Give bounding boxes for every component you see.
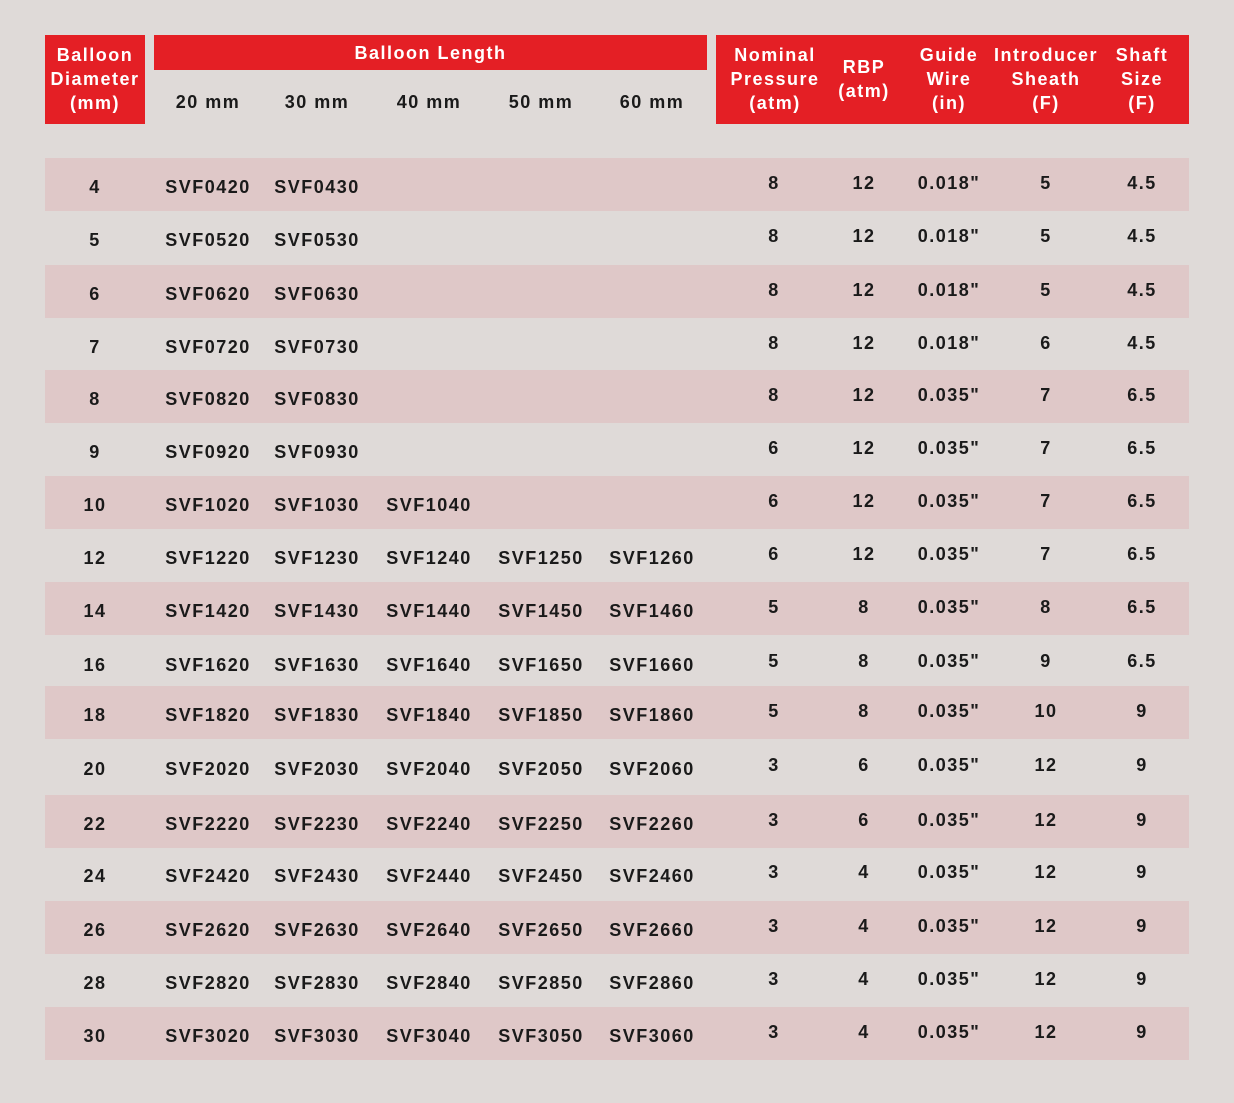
product-code-cell: SVF0820 bbox=[165, 389, 251, 409]
header-introducer-line-2: Sheath bbox=[1011, 69, 1081, 89]
product-code-cell: SVF1650 bbox=[498, 655, 584, 675]
product-code-cell: SVF1630 bbox=[274, 655, 360, 675]
diameter-cell: 9 bbox=[89, 442, 101, 462]
rbp-cell: 4 bbox=[858, 969, 870, 989]
header-guide-line-3: (in) bbox=[932, 93, 966, 113]
rbp-cell: 12 bbox=[852, 491, 876, 511]
shaft-cell: 6.5 bbox=[1127, 385, 1157, 405]
introducer-cell: 6 bbox=[1040, 333, 1052, 353]
nominal-cell: 3 bbox=[768, 1022, 780, 1042]
product-code-cell: SVF1620 bbox=[165, 655, 251, 675]
rbp-cell: 12 bbox=[852, 333, 876, 353]
rbp-cell: 12 bbox=[852, 544, 876, 564]
diameter-cell: 26 bbox=[83, 920, 107, 940]
product-code-cell: SVF1040 bbox=[386, 495, 472, 515]
guide-cell: 0.035" bbox=[917, 1022, 981, 1042]
introducer-cell: 12 bbox=[1034, 755, 1058, 775]
introducer-cell: 7 bbox=[1040, 438, 1052, 458]
product-code-cell: SVF1450 bbox=[498, 601, 584, 621]
diameter-cell: 14 bbox=[83, 601, 107, 621]
table-row bbox=[45, 901, 1189, 954]
table-row bbox=[45, 795, 1189, 848]
guide-cell: 0.035" bbox=[917, 491, 981, 511]
rbp-cell: 12 bbox=[852, 280, 876, 300]
nominal-cell: 8 bbox=[768, 333, 780, 353]
guide-cell: 0.035" bbox=[917, 438, 981, 458]
diameter-cell: 16 bbox=[83, 655, 107, 675]
header-nominal-pressure bbox=[716, 43, 834, 115]
diameter-cell: 10 bbox=[83, 495, 107, 515]
product-code-cell: SVF1230 bbox=[274, 548, 360, 568]
product-code-cell: SVF0520 bbox=[165, 230, 251, 250]
header-diameter-line-1: Balloon bbox=[56, 45, 134, 65]
nominal-cell: 5 bbox=[768, 701, 780, 721]
header-length-20: 20 mm bbox=[175, 92, 241, 112]
header-rbp-line-2: (atm) bbox=[838, 81, 890, 101]
diameter-cell: 22 bbox=[83, 814, 107, 834]
product-code-cell: SVF0420 bbox=[165, 177, 251, 197]
shaft-cell: 9 bbox=[1136, 1022, 1148, 1042]
nominal-cell: 8 bbox=[768, 280, 780, 300]
rbp-cell: 6 bbox=[858, 810, 870, 830]
introducer-cell: 7 bbox=[1040, 385, 1052, 405]
diameter-cell: 6 bbox=[89, 284, 101, 304]
nominal-cell: 6 bbox=[768, 544, 780, 564]
product-code-cell: SVF1250 bbox=[498, 548, 584, 568]
product-code-cell: SVF1220 bbox=[165, 548, 251, 568]
shaft-cell: 9 bbox=[1136, 810, 1148, 830]
nominal-cell: 3 bbox=[768, 862, 780, 882]
guide-cell: 0.035" bbox=[917, 385, 981, 405]
guide-cell: 0.018" bbox=[917, 280, 981, 300]
product-code-cell: SVF1460 bbox=[609, 601, 695, 621]
nominal-cell: 6 bbox=[768, 491, 780, 511]
diameter-cell: 7 bbox=[89, 337, 101, 357]
table-row bbox=[45, 636, 1189, 689]
product-code-cell: SVF3040 bbox=[386, 1026, 472, 1046]
introducer-cell: 12 bbox=[1034, 862, 1058, 882]
table-row bbox=[45, 423, 1189, 476]
header-guide-line-1: Guide bbox=[919, 45, 979, 65]
introducer-cell: 8 bbox=[1040, 597, 1052, 617]
introducer-cell: 12 bbox=[1034, 810, 1058, 830]
product-code-cell: SVF2420 bbox=[165, 866, 251, 886]
table-row bbox=[45, 582, 1189, 635]
table-row bbox=[45, 686, 1189, 739]
product-code-cell: SVF2040 bbox=[386, 759, 472, 779]
rbp-cell: 12 bbox=[852, 226, 876, 246]
diameter-cell: 8 bbox=[89, 389, 101, 409]
rbp-cell: 4 bbox=[858, 862, 870, 882]
shaft-cell: 9 bbox=[1136, 969, 1148, 989]
product-code-cell: SVF2230 bbox=[274, 814, 360, 834]
guide-cell: 0.035" bbox=[917, 651, 981, 671]
header-diameter-line-2: Diameter bbox=[50, 69, 140, 89]
product-code-cell: SVF2450 bbox=[498, 866, 584, 886]
header-balloon-diameter bbox=[45, 35, 145, 124]
introducer-cell: 5 bbox=[1040, 173, 1052, 193]
product-code-cell: SVF1030 bbox=[274, 495, 360, 515]
nominal-cell: 3 bbox=[768, 969, 780, 989]
guide-cell: 0.035" bbox=[917, 544, 981, 564]
table-row bbox=[45, 529, 1189, 582]
table-row bbox=[45, 1007, 1189, 1060]
product-code-cell: SVF2440 bbox=[386, 866, 472, 886]
product-code-cell: SVF0620 bbox=[165, 284, 251, 304]
product-code-cell: SVF1850 bbox=[498, 705, 584, 725]
introducer-cell: 12 bbox=[1034, 1022, 1058, 1042]
product-code-cell: SVF2460 bbox=[609, 866, 695, 886]
product-code-cell: SVF2840 bbox=[386, 973, 472, 993]
diameter-cell: 24 bbox=[83, 866, 107, 886]
product-code-cell: SVF2260 bbox=[609, 814, 695, 834]
header-introducer-line-3: (F) bbox=[1032, 93, 1060, 113]
rbp-cell: 12 bbox=[852, 173, 876, 193]
product-code-cell: SVF2630 bbox=[274, 920, 360, 940]
header-introducer-line-1: Introducer bbox=[994, 45, 1099, 65]
table-row bbox=[45, 158, 1189, 211]
product-code-cell: SVF2030 bbox=[274, 759, 360, 779]
shaft-cell: 9 bbox=[1136, 916, 1148, 936]
shaft-cell: 6.5 bbox=[1127, 544, 1157, 564]
guide-cell: 0.035" bbox=[917, 597, 981, 617]
shaft-cell: 6.5 bbox=[1127, 597, 1157, 617]
rbp-cell: 8 bbox=[858, 701, 870, 721]
product-code-cell: SVF3020 bbox=[165, 1026, 251, 1046]
rbp-cell: 12 bbox=[852, 385, 876, 405]
introducer-cell: 5 bbox=[1040, 226, 1052, 246]
diameter-cell: 20 bbox=[83, 759, 107, 779]
table-row bbox=[45, 740, 1189, 793]
product-code-cell: SVF0720 bbox=[165, 337, 251, 357]
header-diameter-line-3: (mm) bbox=[70, 93, 120, 113]
product-code-cell: SVF1820 bbox=[165, 705, 251, 725]
header-introducer-sheath bbox=[994, 43, 1098, 115]
header-rbp bbox=[834, 55, 894, 103]
diameter-cell: 18 bbox=[83, 705, 107, 725]
nominal-cell: 5 bbox=[768, 597, 780, 617]
nominal-cell: 3 bbox=[768, 755, 780, 775]
guide-cell: 0.035" bbox=[917, 810, 981, 830]
product-code-cell: SVF1860 bbox=[609, 705, 695, 725]
product-code-cell: SVF2220 bbox=[165, 814, 251, 834]
guide-cell: 0.035" bbox=[917, 701, 981, 721]
nominal-cell: 3 bbox=[768, 810, 780, 830]
product-code-cell: SVF3050 bbox=[498, 1026, 584, 1046]
shaft-cell: 9 bbox=[1136, 862, 1148, 882]
product-code-cell: SVF1020 bbox=[165, 495, 251, 515]
header-nominal-line-1: Nominal bbox=[734, 45, 816, 65]
header-shaft-line-2: Size bbox=[1120, 69, 1164, 89]
header-specifications bbox=[716, 35, 1189, 124]
header-length-60: 60 mm bbox=[619, 92, 685, 112]
rbp-cell: 6 bbox=[858, 755, 870, 775]
rbp-cell: 12 bbox=[852, 438, 876, 458]
nominal-cell: 8 bbox=[768, 385, 780, 405]
product-code-cell: SVF2060 bbox=[609, 759, 695, 779]
table-row bbox=[45, 318, 1189, 371]
product-code-cell: SVF2620 bbox=[165, 920, 251, 940]
product-code-cell: SVF2250 bbox=[498, 814, 584, 834]
guide-cell: 0.018" bbox=[917, 226, 981, 246]
introducer-cell: 12 bbox=[1034, 916, 1058, 936]
table-row bbox=[45, 265, 1189, 318]
product-code-cell: SVF2240 bbox=[386, 814, 472, 834]
diameter-cell: 30 bbox=[83, 1026, 107, 1046]
guide-cell: 0.035" bbox=[917, 862, 981, 882]
rbp-cell: 8 bbox=[858, 651, 870, 671]
header-length-50: 50 mm bbox=[508, 92, 574, 112]
header-nominal-line-3: (atm) bbox=[749, 93, 801, 113]
header-length-30: 30 mm bbox=[284, 92, 350, 112]
shaft-cell: 4.5 bbox=[1127, 173, 1157, 193]
nominal-cell: 6 bbox=[768, 438, 780, 458]
rbp-cell: 8 bbox=[858, 597, 870, 617]
product-code-cell: SVF2430 bbox=[274, 866, 360, 886]
shaft-cell: 9 bbox=[1136, 755, 1148, 775]
rbp-cell: 4 bbox=[858, 916, 870, 936]
product-code-cell: SVF2830 bbox=[274, 973, 360, 993]
product-code-cell: SVF1260 bbox=[609, 548, 695, 568]
shaft-cell: 6.5 bbox=[1127, 651, 1157, 671]
product-code-cell: SVF3060 bbox=[609, 1026, 695, 1046]
header-shaft-line-1: Shaft bbox=[1115, 45, 1169, 65]
product-code-cell: SVF2820 bbox=[165, 973, 251, 993]
header-rbp-line-1: RBP bbox=[842, 57, 886, 77]
guide-cell: 0.018" bbox=[917, 173, 981, 193]
product-code-cell: SVF0730 bbox=[274, 337, 360, 357]
introducer-cell: 12 bbox=[1034, 969, 1058, 989]
product-code-cell: SVF3030 bbox=[274, 1026, 360, 1046]
header-shaft-size bbox=[1108, 43, 1176, 115]
nominal-cell: 5 bbox=[768, 651, 780, 671]
header-length-subcolumns bbox=[145, 70, 716, 124]
diameter-cell: 4 bbox=[89, 177, 101, 197]
product-code-cell: SVF2850 bbox=[498, 973, 584, 993]
product-code-cell: SVF0530 bbox=[274, 230, 360, 250]
introducer-cell: 7 bbox=[1040, 544, 1052, 564]
diameter-cell: 28 bbox=[83, 973, 107, 993]
header-length-40: 40 mm bbox=[396, 92, 462, 112]
introducer-cell: 10 bbox=[1034, 701, 1058, 721]
table-row bbox=[45, 954, 1189, 1007]
header-nominal-line-2: Pressure bbox=[730, 69, 820, 89]
table-row bbox=[45, 476, 1189, 529]
diameter-cell: 12 bbox=[83, 548, 107, 568]
shaft-cell: 4.5 bbox=[1127, 333, 1157, 353]
guide-cell: 0.035" bbox=[917, 755, 981, 775]
guide-cell: 0.035" bbox=[917, 916, 981, 936]
product-code-cell: SVF1420 bbox=[165, 601, 251, 621]
product-code-cell: SVF0930 bbox=[274, 442, 360, 462]
guide-cell: 0.035" bbox=[917, 969, 981, 989]
header-guide-line-2: Wire bbox=[926, 69, 972, 89]
introducer-cell: 5 bbox=[1040, 280, 1052, 300]
introducer-cell: 9 bbox=[1040, 651, 1052, 671]
shaft-cell: 4.5 bbox=[1127, 226, 1157, 246]
product-code-cell: SVF2650 bbox=[498, 920, 584, 940]
nominal-cell: 3 bbox=[768, 916, 780, 936]
product-code-cell: SVF1830 bbox=[274, 705, 360, 725]
product-code-cell: SVF0430 bbox=[274, 177, 360, 197]
header-balloon-length: Balloon Length bbox=[154, 35, 707, 70]
shaft-cell: 9 bbox=[1136, 701, 1148, 721]
guide-cell: 0.018" bbox=[917, 333, 981, 353]
product-code-cell: SVF2640 bbox=[386, 920, 472, 940]
nominal-cell: 8 bbox=[768, 173, 780, 193]
shaft-cell: 4.5 bbox=[1127, 280, 1157, 300]
product-code-cell: SVF0630 bbox=[274, 284, 360, 304]
product-code-cell: SVF2050 bbox=[498, 759, 584, 779]
product-code-cell: SVF2660 bbox=[609, 920, 695, 940]
header-guide-wire bbox=[908, 43, 990, 115]
product-code-cell: SVF2020 bbox=[165, 759, 251, 779]
table-row bbox=[45, 847, 1189, 900]
product-code-cell: SVF1440 bbox=[386, 601, 472, 621]
product-code-cell: SVF2860 bbox=[609, 973, 695, 993]
table-row bbox=[45, 370, 1189, 423]
product-code-cell: SVF1840 bbox=[386, 705, 472, 725]
product-code-cell: SVF1640 bbox=[386, 655, 472, 675]
diameter-cell: 5 bbox=[89, 230, 101, 250]
product-code-cell: SVF1430 bbox=[274, 601, 360, 621]
rbp-cell: 4 bbox=[858, 1022, 870, 1042]
product-code-cell: SVF0920 bbox=[165, 442, 251, 462]
introducer-cell: 7 bbox=[1040, 491, 1052, 511]
shaft-cell: 6.5 bbox=[1127, 438, 1157, 458]
product-code-cell: SVF0830 bbox=[274, 389, 360, 409]
nominal-cell: 8 bbox=[768, 226, 780, 246]
header-shaft-line-3: (F) bbox=[1128, 93, 1156, 113]
table-row bbox=[45, 211, 1189, 264]
shaft-cell: 6.5 bbox=[1127, 491, 1157, 511]
product-code-cell: SVF1240 bbox=[386, 548, 472, 568]
product-code-cell: SVF1660 bbox=[609, 655, 695, 675]
